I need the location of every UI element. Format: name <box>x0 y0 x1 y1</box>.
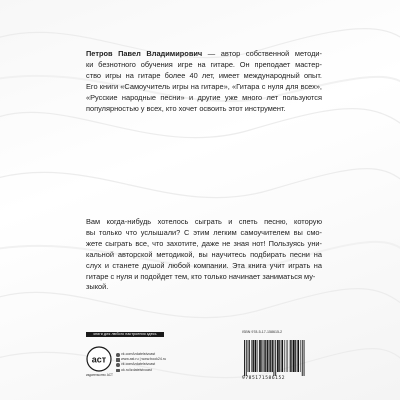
description-line: вы только что услышали? С этим легким самоучителем вы смо- <box>86 227 322 237</box>
ast-logo-icon <box>86 346 112 372</box>
barcode-bar <box>288 340 289 372</box>
web-icon <box>116 358 120 362</box>
publisher-links <box>116 352 166 373</box>
bio-line <box>86 60 322 71</box>
logo-text: aст <box>91 354 107 365</box>
barcode-bar <box>258 340 259 372</box>
globe-icon <box>116 353 120 357</box>
barcode-bar <box>270 340 271 372</box>
description-line: зыкой. <box>86 282 109 292</box>
barcode-bar <box>264 340 265 372</box>
bio-line-text: Его книги «Самоучитель игры на гитаре», «Гитара с нуля для всех», <box>86 81 322 91</box>
publisher-link-text: ok.ru/izdatelstvoast <box>121 367 152 372</box>
barcode-digits: 9785171586152 <box>242 376 286 381</box>
barcode-bar <box>272 340 273 372</box>
barcode-bar <box>246 340 247 376</box>
barcode-bar <box>286 340 287 372</box>
barcode-bar <box>244 340 245 376</box>
bio-line <box>86 104 322 115</box>
barcode-bar <box>291 340 292 372</box>
description-line: кальной авторской методикой, вы научитесь подбирать песни на <box>86 249 322 259</box>
bio-line <box>86 93 322 104</box>
barcode-bar <box>281 340 283 372</box>
publisher-link-text: www.ast.ru | www.book24.ru <box>121 357 167 362</box>
barcode-bar <box>273 340 274 376</box>
vk-icon <box>116 363 120 367</box>
barcode-bar <box>249 340 250 372</box>
bio-line-text: «Русские народные песни» и другие уже много лет пользуются <box>86 92 322 102</box>
barcode-icon <box>242 340 322 376</box>
barcode-bar <box>259 340 261 372</box>
publisher-link[interactable] <box>116 368 166 373</box>
bio-line <box>86 82 322 93</box>
publisher-link-text: vk.com/izdatelstvoast <box>121 352 156 356</box>
bio-line-text: ство игры на гитаре более 40 лет, имеет международный опыт. <box>86 70 322 80</box>
barcode-bar <box>297 340 299 372</box>
ok-icon <box>116 369 120 373</box>
bio-line <box>86 49 322 60</box>
publisher-link-text: vk.com/izdatelstvoast <box>121 362 156 367</box>
author-name: Петров Павел Владимирович <box>86 49 203 58</box>
barcode-bar <box>248 340 249 372</box>
description-line: Вам когда-нибудь хотелось сыграть и спеть песню, которую <box>86 217 322 226</box>
publisher-info-block <box>86 330 322 388</box>
barcode-bar <box>253 340 254 372</box>
barcode-bar <box>279 340 280 372</box>
description-line: гитаре с нуля и подойдет тем, кто только начинает заниматься му- <box>86 271 316 281</box>
publisher-name: издательство АСТ <box>86 373 113 377</box>
book-description-paragraph <box>86 217 322 293</box>
description-line: слух и станете душой любой компании. Эта книга учит играть на <box>86 260 322 270</box>
bio-line-text: популярностью у всех, кто хочет освоить этот инструмент. <box>86 103 286 113</box>
barcode-bar <box>295 340 296 372</box>
barcode-bar <box>269 340 270 372</box>
publisher-slogan-banner: книги для любого настроения здесь <box>86 332 164 337</box>
barcode-bar <box>267 340 268 372</box>
bio-line-text: ки безнотного обучения игре на гитаре. Он преподает мастер- <box>86 59 322 69</box>
author-bio-paragraph <box>86 49 322 114</box>
barcode-bar <box>293 340 295 372</box>
barcode-bar <box>265 340 266 372</box>
barcode-bar <box>300 340 301 372</box>
barcode-bar <box>261 340 262 372</box>
barcode-bar <box>284 340 285 372</box>
barcode-bar <box>302 340 303 376</box>
barcode-bar <box>290 340 291 372</box>
barcode-bar <box>255 340 257 372</box>
bio-line-text: — автор собственной методи- <box>202 49 322 58</box>
barcode-bar <box>251 340 252 372</box>
barcode-bar <box>304 340 305 376</box>
description-line: жете сыграть все, что захотите, даже не зная нот! Пользуясь уни- <box>86 238 322 248</box>
barcode-bar <box>277 340 279 372</box>
barcode-bar <box>275 340 276 376</box>
bio-line <box>86 71 322 82</box>
isbn-text: ISBN 978-5-17-158615-2 <box>242 330 283 334</box>
